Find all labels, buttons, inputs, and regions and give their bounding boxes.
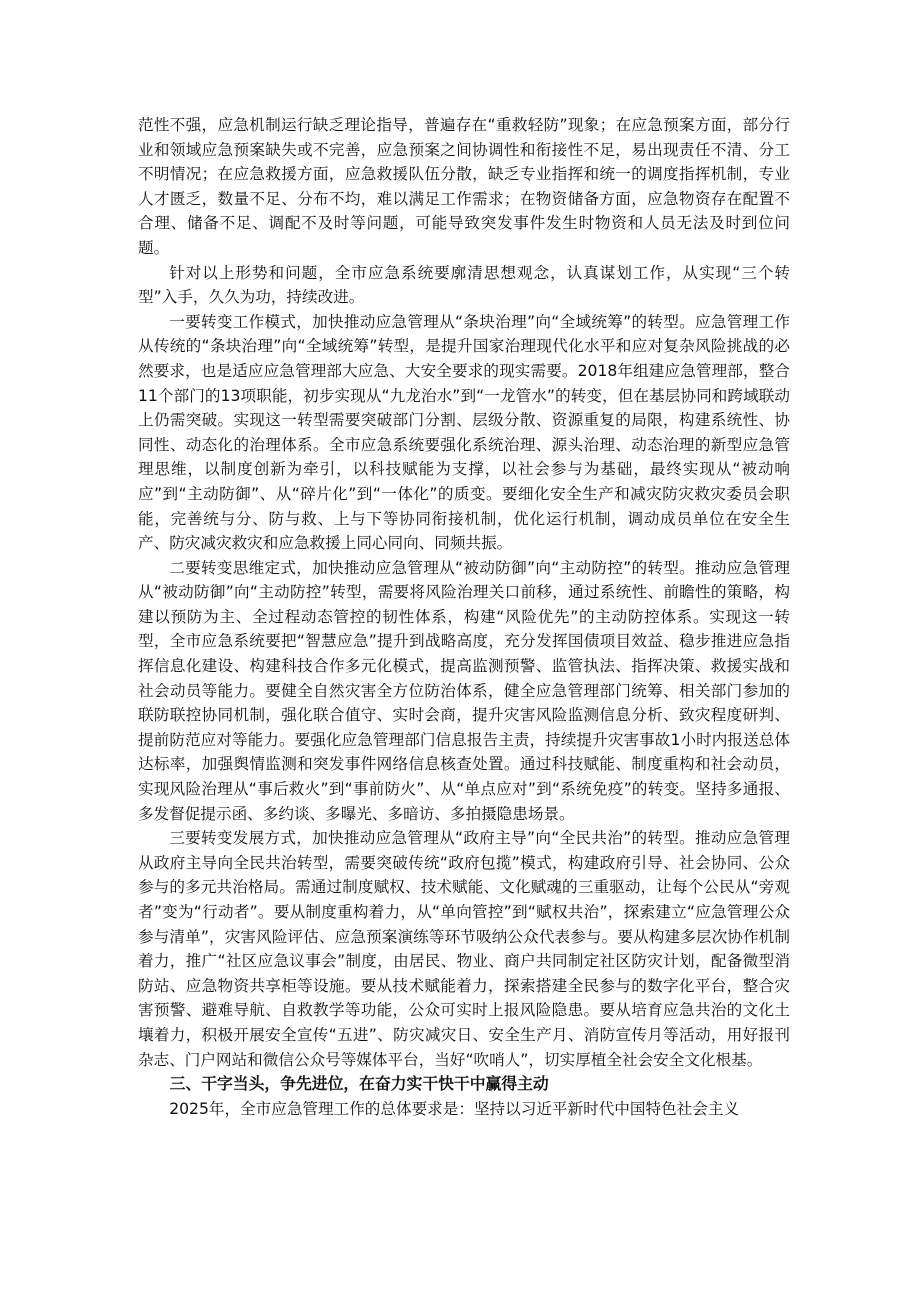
paragraph-thinking-mode: 二要转变思维定式，加快推动应急管理从“被动防御”向“主动防控”的转型。推动应急管理从“被动防御”向“主动防控”转型，需要将风险治理关口前移，通过系统性、前瞻性的策略，构建以预防为主、全过程动态管控的韧性体系，构建“风险优先”的主动防控体系。实现这一转型，全市应急系统要把“智慧应急”提升到战略高度，充分发挥国债项目效益、稳步推进应急指挥信息化建设、构建科技合作多元化模式，提高监测预警、监管执法、指挥决策、救援实战和社会动员等能力。要健全自然灾害全方位防治体系，健全应急管理部门统筹、相关部门参加的联防联控协同机制，强化联合值守、实时会商，提升灾害风险监测信息分析、致灾程度研判、提前防范应对等能力。要强化应急管理部门信息报告主责，持续提升灾害事故1小时内报送总体达标率，加强舆情监测和突发事件网络信息核查处置。通过科技赋能、制度重构和社会动员，实现风险治理从“事后救火”到“事前防火”、从“单点应对”到“系统免疫”的转变。坚持多通报、多发督促提示函、多约谈、多曝光、多暗访、多拍摄隐患场景。 — [138, 558, 790, 823]
paragraph-work-mode: 一要转变工作模式，加快推动应急管理从“条块治理”向“全域统筹”的转型。应急管理工作从传统的“条块治理”向“全域统筹”转型，是提升国家治理现代化水平和应对复杂风险挑战的必然要求，也是适应应急管理部大应急、大安全要求的现实需要。2018年组建应急管理部，整合11个部门的13项职能，初步实现从“九龙治水”到“一龙管水”的转变，但在基层协同和跨域联动上仍需突破。实现这一转型需要突破部门分割、层级分散、资源重复的局限，构建系统性、协同性、动态化的治理体系。全市应急系统要强化系统治理、源头治理、动态治理的新型应急管理思维，以制度创新为牵引，以科技赋能为支撑，以社会参与为基础，最终实现从“被动响应”到“主动防御”、从“碎片化”到“一体化”的质变。要细化安全生产和减灾防灾救灾委员会职能，完善统与分、防与救、上与下等协同衔接机制，优化运行机制，调动成员单位在安全生产、防灾减灾救灾和应急救援上同心同向、同频共振。 — [138, 312, 790, 553]
document-page — [138, 113, 790, 1121]
paragraph-general-requirements: 2025年，全市应急管理工作的总体要求是：坚持以习近平新时代中国特色社会主义 — [169, 1099, 740, 1118]
paragraph-continued: 范性不强，应急机制运行缺乏理论指导，普遍存在“重救轻防”现象；在应急预案方面，部分行业和领域应急预案缺失或不完善，应急预案之间协调性和衔接性不足，易出现责任不清、分工不明情况；在应急救援方面，应急救援队伍分散，缺乏专业指挥和统一的调度指挥机制，专业人才匮乏，数量不足、分布不均，难以满足工作需求；在物资储备方面，应急物资存在配置不合理、储备不足、调配不及时等问题，可能导致突发事件发生时物资和人员无法及时到位问题。 — [138, 116, 790, 257]
paragraph-summary: 针对以上形势和问题，全市应急系统要廓清思想观念，认真谋划工作，从实现“三个转型”入手，久久为功，持续改进。 — [138, 263, 790, 307]
paragraph-development-mode: 三要转变发展方式，加快推动应急管理从“政府主导”向“全民共治”的转型。推动应急管理从政府主导向全民共治转型，需要突破传统“政府包揽”模式，构建政府引导、社会协同、公众参与的多元共治格局。需通过制度赋权、技术赋能、文化赋魂的三重驱动，让每个公民从“旁观者”变为“行动者”。要从制度重构着力，从“单向管控”到“赋权共治”，探索建立“应急管理公众参与清单”，灾害风险评估、应急预案演练等环节吸纳公众代表参与。要从构建多层次协作机制着力，推广“社区应急议事会”制度，由居民、物业、商户共同制定社区防灾计划，配备微型消防站、应急物资共享柜等设施。要从技术赋能着力，探索搭建全民参与的数字化平台，整合灾害预警、避难导航、自救教学等功能，公众可实时上报风险隐患。要从培育应急共治的文化土壤着力，积极开展安全宣传“五进”、防灾减灾日、安全生产月、消防宣传月等活动，用好报刊杂志、门户网站和微信公众号等媒体平台，当好“吹哨人”，切实厚植全社会安全文化根基。 — [138, 829, 790, 1069]
section-heading: 三、干字当头，争先进位，在奋力实干快干中赢得主动 — [169, 1074, 549, 1094]
